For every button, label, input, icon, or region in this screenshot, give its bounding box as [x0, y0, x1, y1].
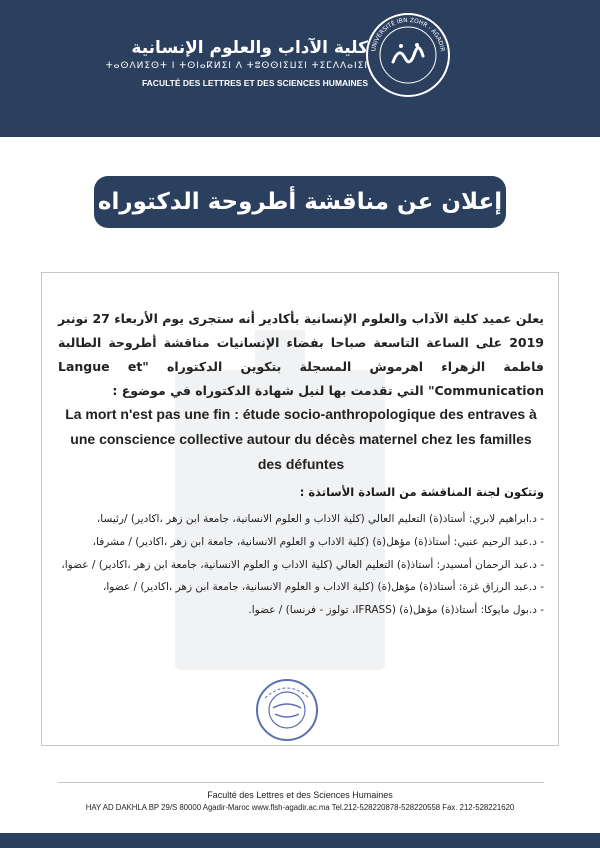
jury-intro: وتتكون لجنة المناقشة من السادة الأساتذة : — [299, 485, 544, 499]
jury-list — [54, 508, 544, 622]
footer-divider — [58, 782, 544, 783]
footer-faculty-name: Faculté des Lettres et des Sciences Humaines — [207, 790, 393, 800]
footer-address: HAY AD DAKHLA BP 29/S 80000 Agadir-Maroc www.flsh-agadir.ac.ma Tel.212-528220878-528220558 Fax. 212-528221620 — [85, 803, 515, 812]
faculty-name-arabic: كلية الآداب والعلوم الإنسانية — [131, 38, 368, 58]
thesis-title: La mort n'est pas une fin : étude socio-anthropologique des entraves à une conscience collective autour du décès maternel chez les familles des défuntes — [65, 406, 537, 472]
jury-member: - د.ابراهيم لابري: أستاذ(ة) التعليم العالي (كلية الاداب و العلوم الانسانية، جامعة ابن زهر ،اكادير) /رئيسا، — [96, 513, 544, 525]
official-stamp-icon — [255, 678, 319, 742]
jury-member: - د.عبد الرحمان أمسيدر: أستاذ(ة) التعليم العالي (كلية الاداب و العلوم الانسانية، جامعة ابن زهر ،اكادير) / عضوا، — [61, 558, 544, 571]
header-banner — [0, 0, 600, 137]
announcement-title: إعلان عن مناقشة أطروحة الدكتوراه — [94, 176, 506, 228]
faculty-name-french: FACULTÉ DES LETTRES ET DES SCIENCES HUMAINES — [141, 78, 368, 88]
university-seal-icon — [365, 12, 451, 98]
faculty-name-tifinagh: ⵜⴰⵙⴷⵍⵉⵙⵜ ⵏ ⵜⵙⵏⴰⴽⵍⵉⵏ ⴷ ⵜⵓⵙⵙⵏⵉⵡⵉⵏ ⵜⵉⵎⴷⴷⴰⵏⵉⵏ — [105, 61, 368, 71]
jury-member: - د.عبد الرزاق غزة: أستاذ(ة) مؤهل(ة) (كلية الاداب و العلوم الانسانية، جامعة ابن زهر ،اكادير) / عضوا، — [103, 581, 544, 594]
logo-arc-label: UNIVERSITÉ IBN ZOHR - AGADIR — [370, 16, 446, 53]
footer-bar — [0, 833, 600, 848]
jury-member: - د.بول مايوكا: أستاذ(ة) مؤهل(ة) (IFRASS، تولوز - فرنسا) / عضوا. — [248, 604, 544, 617]
announcement-intro: يعلن عميد كلية الآداب والعلوم الإنسانية بأكادير أنه ستجرى يوم الأربعاء 27 نونبر 2019 على الساعة التاسعة صباحا بفضاء الإنسانيات مناقشة أطروحة الطالبة فاطمة الزهراء اهرموش المسجلة بتكوين الدكتوراه "Langue et Communication" التي تقدمت بها لنيل شهادة الدكتوراه في موضوع : — [58, 311, 544, 398]
jury-member: - د.عبد الرحيم عنبي: أستاذ(ة) مؤهل(ة) (كلية الاداب و العلوم الانسانية، جامعة ابن زهر ،اكادير) / مشرفا، — [92, 535, 544, 548]
